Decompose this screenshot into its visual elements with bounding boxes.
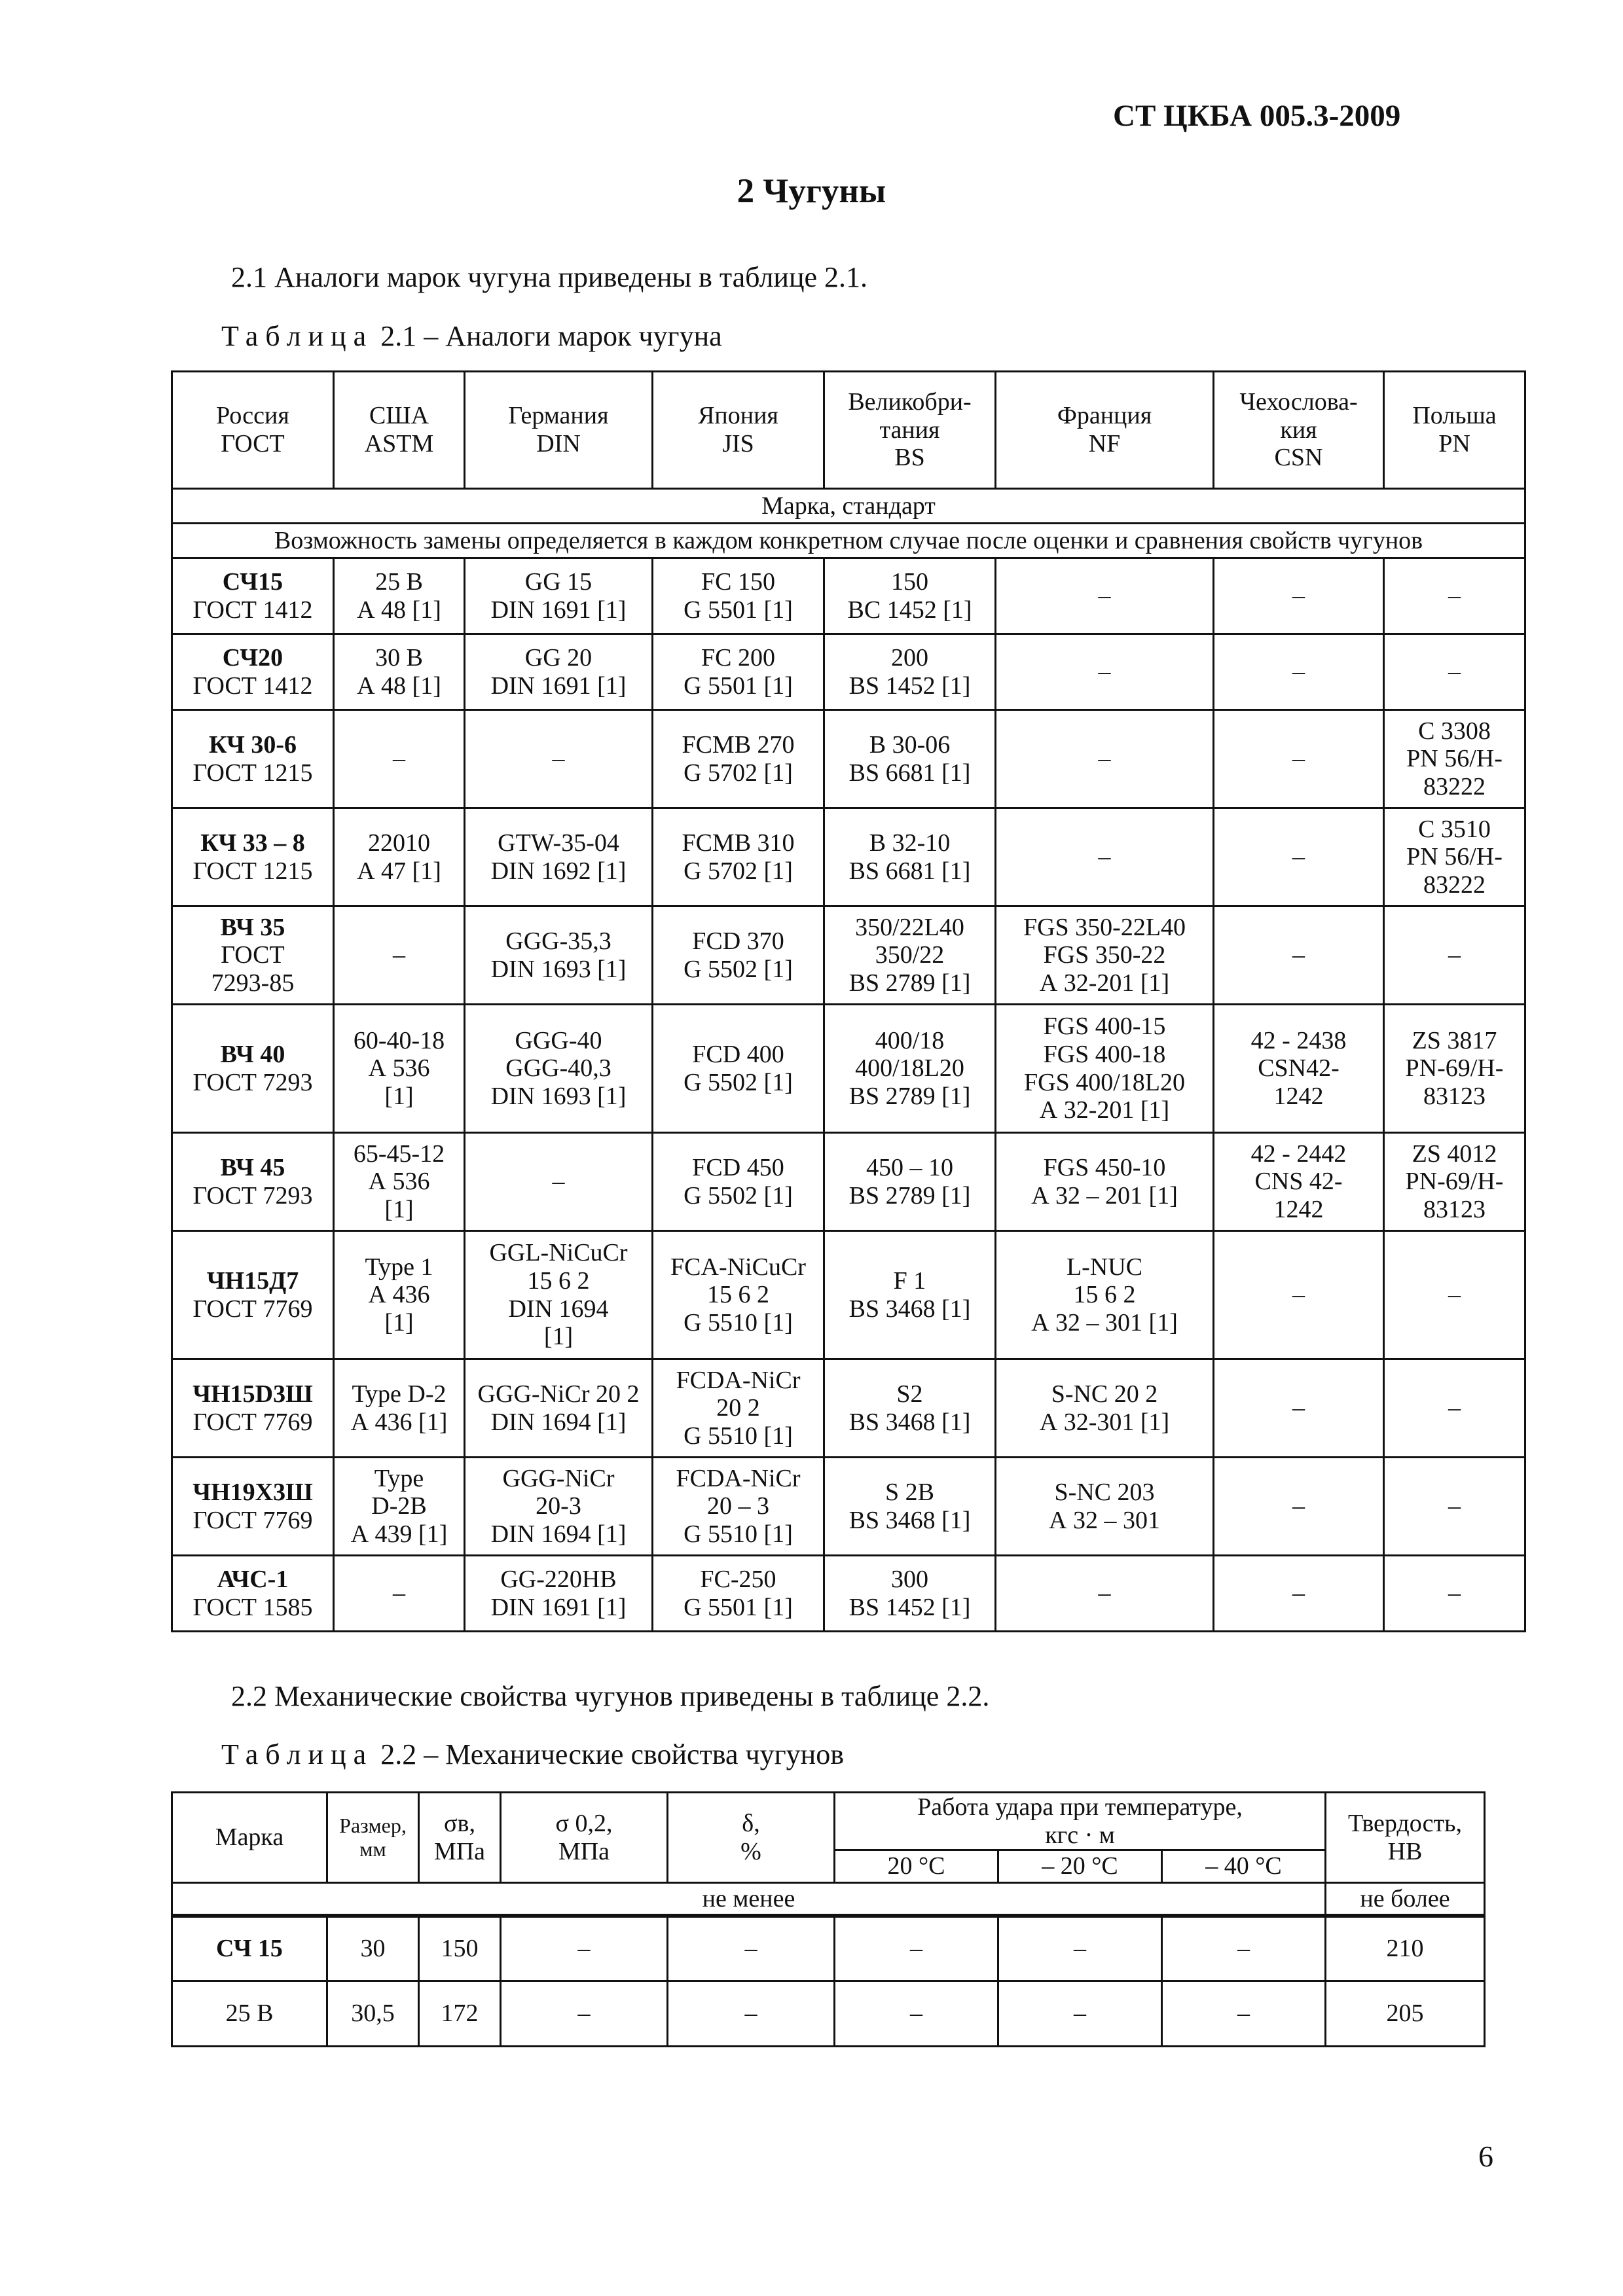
t20-cell: –	[835, 1981, 998, 2047]
table-row	[172, 710, 1525, 808]
table1-subheader-row	[172, 489, 1525, 524]
analogue-cell: FCD 370 G 5502 [1]	[653, 906, 824, 1005]
analogue-cell: FGS 450-10 А 32 – 201 [1]	[996, 1133, 1214, 1231]
analogue-cell: –	[996, 1556, 1214, 1632]
table-row	[172, 808, 1525, 906]
header-russia: Россия ГОСТ	[172, 372, 334, 489]
paragraph-2-2: 2.2 Механические свойства чугунов приведены в таблице 2.2.	[231, 1680, 990, 1712]
analogue-cell: S-NC 203 А 32 – 301	[996, 1458, 1214, 1556]
table-row	[172, 1981, 1485, 2047]
mark-cell: 25 В	[172, 1981, 327, 2047]
grade-cell: СЧ15 ГОСТ 1412	[172, 558, 334, 634]
paragraph-2-1: 2.1 Аналоги марок чугуна приведены в таблице 2.1.	[231, 261, 868, 293]
hb-cell: 210	[1326, 1916, 1485, 1981]
analogue-cell: 300 BS 1452 [1]	[824, 1556, 996, 1632]
analogue-cell: –	[1384, 1359, 1525, 1458]
delta-cell: –	[668, 1981, 835, 2047]
analogue-cell: –	[465, 710, 653, 808]
grade-cell: ЧН15Д7 ГОСТ 7769	[172, 1231, 334, 1359]
analogue-cell: –	[1214, 710, 1384, 808]
analogue-cell: Type 1 А 436 [1]	[334, 1231, 465, 1359]
table2-caption-lead: Таблица	[221, 1738, 374, 1770]
analogue-cell: ZS 3817 PN-69/H- 83123	[1384, 1005, 1525, 1133]
table-row	[172, 1005, 1525, 1133]
table-row	[172, 558, 1525, 634]
analogue-cell: L-NUC 15 6 2 А 32 – 301 [1]	[996, 1231, 1214, 1359]
analogue-cell: 22010 А 47 [1]	[334, 808, 465, 906]
analogue-cell: –	[1214, 1556, 1384, 1632]
delta-cell: –	[668, 1916, 835, 1981]
header-usa: США ASTM	[334, 372, 465, 489]
analogue-cell: FCD 400 G 5502 [1]	[653, 1005, 824, 1133]
analogue-cell: S2 BS 3468 [1]	[824, 1359, 996, 1458]
analogue-cell: –	[996, 710, 1214, 808]
tm40-cell: –	[1162, 1916, 1326, 1981]
header-temp-20: 20 °С	[835, 1850, 998, 1883]
header-sigma-02: σ 0,2, МПа	[501, 1793, 668, 1883]
analogue-cell: –	[1214, 906, 1384, 1005]
analogue-cell: FC 150 G 5501 [1]	[653, 558, 824, 634]
sigma_b-cell: 150	[419, 1916, 501, 1981]
analogue-cell: –	[465, 1133, 653, 1231]
grade-cell: ВЧ 35 ГОСТ 7293-85	[172, 906, 334, 1005]
cast-iron-analogues-table	[171, 370, 1526, 1632]
page-number: 6	[1478, 2140, 1493, 2173]
tm20-cell: –	[998, 1981, 1162, 2047]
analogue-cell: Type D-2B А 439 [1]	[334, 1458, 465, 1556]
analogue-cell: –	[996, 558, 1214, 634]
analogue-cell: 400/18 400/18L20 BS 2789 [1]	[824, 1005, 996, 1133]
header-france: Франция NF	[996, 372, 1214, 489]
grade-cell: ЧН15D3Ш ГОСТ 7769	[172, 1359, 334, 1458]
size-cell: 30,5	[327, 1981, 419, 2047]
table-row	[172, 1231, 1525, 1359]
analogue-cell: GG 15 DIN 1691 [1]	[465, 558, 653, 634]
table-row	[172, 634, 1525, 710]
analogue-cell: –	[1214, 1458, 1384, 1556]
grade-cell: КЧ 33 – 8 ГОСТ 1215	[172, 808, 334, 906]
grade-cell: АЧС-1 ГОСТ 1585	[172, 1556, 334, 1632]
analogue-cell: GG 20 DIN 1691 [1]	[465, 634, 653, 710]
grade-cell: ВЧ 45 ГОСТ 7293	[172, 1133, 334, 1231]
table-row	[172, 1556, 1525, 1632]
grade-cell: КЧ 30-6 ГОСТ 1215	[172, 710, 334, 808]
analogue-cell: С 3308 PN 56/H- 83222	[1384, 710, 1525, 808]
analogue-cell: –	[996, 808, 1214, 906]
analogue-cell: S 2B BS 3468 [1]	[824, 1458, 996, 1556]
analogue-cell: FCMB 270 G 5702 [1]	[653, 710, 824, 808]
table-row	[172, 1359, 1525, 1458]
analogue-cell: –	[1384, 1458, 1525, 1556]
table-row	[172, 906, 1525, 1005]
size-cell: 30	[327, 1916, 419, 1981]
table1-header-row	[172, 372, 1525, 489]
table-row	[172, 1458, 1525, 1556]
analogue-cell: –	[1384, 1231, 1525, 1359]
subheader-grade-standard: Марка, стандарт	[172, 489, 1525, 524]
analogue-cell: В 30-06 BS 6681 [1]	[824, 710, 996, 808]
table-row	[172, 1133, 1525, 1231]
analogue-cell: 65-45-12 А 536 [1]	[334, 1133, 465, 1231]
analogue-cell: 200 BS 1452 [1]	[824, 634, 996, 710]
analogue-cell: –	[1214, 808, 1384, 906]
analogue-cell: В 32-10 BS 6681 [1]	[824, 808, 996, 906]
header-uk: Великобри- тания BS	[824, 372, 996, 489]
analogue-cell: FCDA-NiCr 20 2 G 5510 [1]	[653, 1359, 824, 1458]
tm40-cell: –	[1162, 1981, 1326, 2047]
analogue-cell: –	[1384, 558, 1525, 634]
analogue-cell: FC 200 G 5501 [1]	[653, 634, 824, 710]
table2-caption	[221, 1738, 844, 1771]
analogue-cell: GGG-35,3 DIN 1693 [1]	[465, 906, 653, 1005]
section-title: 2 Чугуны	[737, 172, 886, 210]
document-code: СТ ЦКБА 005.3-2009	[1113, 99, 1401, 133]
analogue-cell: FCA-NiCuCr 15 6 2 G 5510 [1]	[653, 1231, 824, 1359]
grade-cell: СЧ20 ГОСТ 1412	[172, 634, 334, 710]
analogue-cell: –	[1384, 634, 1525, 710]
analogue-cell: 450 – 10 BS 2789 [1]	[824, 1133, 996, 1231]
header-germany: Германия DIN	[465, 372, 653, 489]
header-czechoslovakia: Чехослова- кия CSN	[1214, 372, 1384, 489]
hb-cell: 205	[1326, 1981, 1485, 2047]
substitution-note: Возможность замены определяется в каждом конкретном случае после оценки и сравнения свойств чугунов	[172, 524, 1525, 558]
analogue-cell: GGG-NiCr 20-3 DIN 1694 [1]	[465, 1458, 653, 1556]
header-size: Размер, мм	[327, 1793, 419, 1883]
mechanical-properties-table	[171, 1791, 1486, 2047]
analogue-cell: GGG-NiCr 20 2 DIN 1694 [1]	[465, 1359, 653, 1458]
limit-not-less: не менее	[172, 1883, 1326, 1916]
analogue-cell: –	[1214, 1231, 1384, 1359]
analogue-cell: –	[996, 634, 1214, 710]
header-temp-minus-20: – 20 °С	[998, 1850, 1162, 1883]
header-impact-work: Работа удара при температуре, кгс · м	[835, 1793, 1326, 1850]
analogue-cell: –	[334, 906, 465, 1005]
analogue-cell: 42 - 2438 CSN42- 1242	[1214, 1005, 1384, 1133]
analogue-cell: GGG-40 GGG-40,3 DIN 1693 [1]	[465, 1005, 653, 1133]
analogue-cell: С 3510 PN 56/H- 83222	[1384, 808, 1525, 906]
limit-not-more: не более	[1326, 1883, 1485, 1916]
table1-note-row	[172, 524, 1525, 558]
sigma_02-cell: –	[501, 1981, 668, 2047]
header-sigma-b: σв, МПа	[419, 1793, 501, 1883]
grade-cell: ЧН19Х3Ш ГОСТ 7769	[172, 1458, 334, 1556]
sigma_02-cell: –	[501, 1916, 668, 1981]
header-japan: Япония JIS	[653, 372, 824, 489]
analogue-cell: –	[1384, 906, 1525, 1005]
analogue-cell: –	[334, 1556, 465, 1632]
analogue-cell: 60-40-18 А 536 [1]	[334, 1005, 465, 1133]
analogue-cell: FCMB 310 G 5702 [1]	[653, 808, 824, 906]
table1-caption-lead: Таблица	[221, 320, 374, 352]
analogue-cell: 25 В А 48 [1]	[334, 558, 465, 634]
analogue-cell: Type D-2 А 436 [1]	[334, 1359, 465, 1458]
analogue-cell: 30 В А 48 [1]	[334, 634, 465, 710]
analogue-cell: FGS 400-15 FGS 400-18 FGS 400/18L20 А 32-201 [1]	[996, 1005, 1214, 1133]
analogue-cell: –	[1214, 558, 1384, 634]
table1-caption	[221, 319, 722, 353]
table1-caption-rest: 2.1 – Аналоги марок чугуна	[373, 320, 722, 352]
analogue-cell: 42 - 2442 CNS 42- 1242	[1214, 1133, 1384, 1231]
header-temp-minus-40: – 40 °С	[1162, 1850, 1326, 1883]
table2-limits-row	[172, 1883, 1485, 1916]
table-row	[172, 1916, 1485, 1981]
analogue-cell: ZS 4012 PN-69/H- 83123	[1384, 1133, 1525, 1231]
mark-cell: СЧ 15	[172, 1916, 327, 1981]
analogue-cell: FGS 350-22L40 FGS 350-22 А 32-201 [1]	[996, 906, 1214, 1005]
analogue-cell: FCDA-NiCr 20 – 3 G 5510 [1]	[653, 1458, 824, 1556]
header-poland: Польша PN	[1384, 372, 1525, 489]
analogue-cell: –	[1384, 1556, 1525, 1632]
analogue-cell: 350/22L40 350/22 BS 2789 [1]	[824, 906, 996, 1005]
analogue-cell: –	[334, 710, 465, 808]
header-delta: δ, %	[668, 1793, 835, 1883]
analogue-cell: S-NC 20 2 А 32-301 [1]	[996, 1359, 1214, 1458]
analogue-cell: FC-250 G 5501 [1]	[653, 1556, 824, 1632]
analogue-cell: GTW-35-04 DIN 1692 [1]	[465, 808, 653, 906]
analogue-cell: –	[1214, 1359, 1384, 1458]
analogue-cell: 150 BC 1452 [1]	[824, 558, 996, 634]
t20-cell: –	[835, 1916, 998, 1981]
analogue-cell: F 1 BS 3468 [1]	[824, 1231, 996, 1359]
sigma_b-cell: 172	[419, 1981, 501, 2047]
analogue-cell: –	[1214, 634, 1384, 710]
table2-caption-rest: 2.2 – Механические свойства чугунов	[373, 1738, 844, 1770]
analogue-cell: FCD 450 G 5502 [1]	[653, 1133, 824, 1231]
header-hardness: Твердость, НВ	[1326, 1793, 1485, 1883]
analogue-cell: GG-220HB DIN 1691 [1]	[465, 1556, 653, 1632]
table2-header-row-1	[172, 1793, 1485, 1850]
header-mark: Марка	[172, 1793, 327, 1883]
analogue-cell: GGL-NiCuCr 15 6 2 DIN 1694 [1]	[465, 1231, 653, 1359]
tm20-cell: –	[998, 1916, 1162, 1981]
grade-cell: ВЧ 40 ГОСТ 7293	[172, 1005, 334, 1133]
